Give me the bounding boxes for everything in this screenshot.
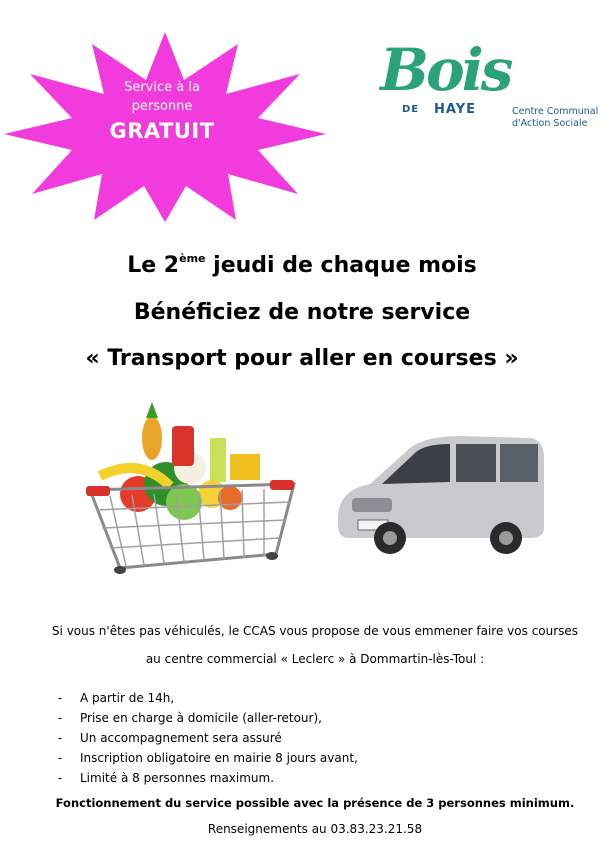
list-item — [58, 728, 358, 748]
list-dash: - — [58, 751, 63, 765]
list-item — [58, 688, 358, 708]
headline-sup: ème — [179, 252, 206, 265]
bois-de-haye-logo — [374, 36, 604, 140]
badge-gratuit: GRATUIT — [109, 119, 215, 143]
starburst-text — [92, 78, 232, 146]
list-dash: - — [58, 731, 63, 745]
contact-info: Renseignements au 03.83.23.21.58 — [207, 822, 423, 836]
logo-haye: HAYE — [434, 102, 476, 117]
minimum-participants-note: Fonctionnement du service possible avec la présence de 3 personnes minimum. — [55, 796, 575, 810]
shopping-basket-image — [80, 398, 304, 578]
service-details-list — [58, 688, 358, 788]
headline-post: jeudi de chaque mois — [205, 253, 477, 278]
headline-line-1 — [0, 252, 604, 278]
list-dash: - — [58, 691, 63, 705]
list-item — [58, 748, 358, 768]
list-item-text: Limité à 8 personnes maximum. — [80, 771, 275, 785]
logo-de: DE — [402, 104, 420, 115]
list-item-text: A partir de 14h, — [80, 691, 175, 705]
logo-desc-line-1: Centre Communal — [512, 106, 599, 117]
list-item-text: Inscription obligatoire en mairie 8 jours avant, — [80, 751, 358, 765]
logo-wordmark: Bois — [380, 36, 511, 104]
logo-desc-line-2: d'Action Sociale — [512, 118, 588, 129]
badge-line-2: personne — [131, 99, 193, 114]
intro-line-2: au centre commercial « Leclerc » à Dommartin-lès-Toul : — [145, 652, 485, 666]
minivan-image — [330, 428, 550, 556]
list-item-text: Prise en charge à domicile (aller-retour), — [80, 711, 322, 725]
headline-pre: Le 2 — [127, 253, 180, 278]
list-item — [58, 768, 358, 788]
list-item-text: Un accompagnement sera assuré — [80, 731, 282, 745]
headline-line-3: « Transport pour aller en courses » — [85, 346, 519, 371]
list-dash: - — [58, 711, 63, 725]
logo-description — [512, 106, 604, 130]
intro-line-1: Si vous n'êtes pas véhiculés, le CCAS vous propose de vous emmener faire vos courses — [51, 624, 579, 638]
badge-line-1: Service à la — [124, 80, 200, 95]
list-item — [58, 708, 358, 728]
headline-line-2: Bénéficiez de notre service — [133, 300, 471, 325]
list-dash: - — [58, 771, 63, 785]
